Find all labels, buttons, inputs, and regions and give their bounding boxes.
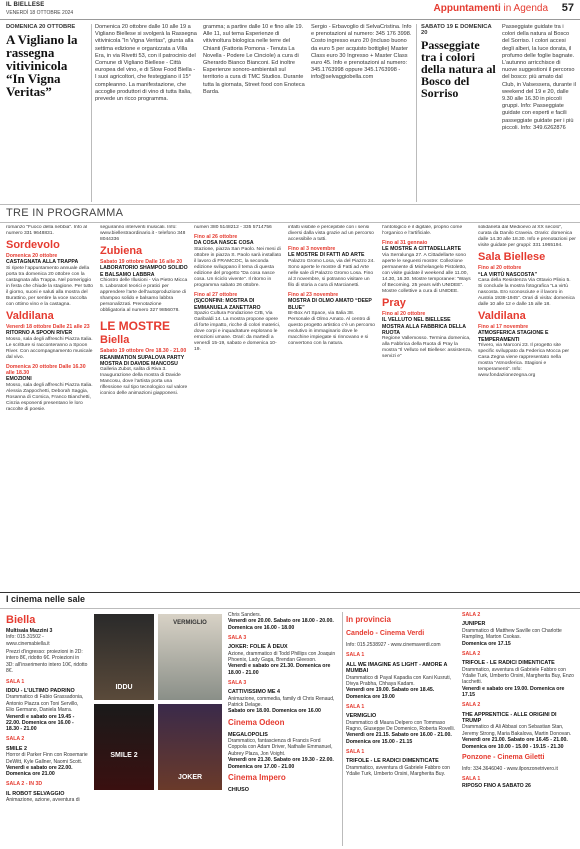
events-column	[478, 225, 576, 590]
cinema-info: Info: 334.3646040 - www.ilponzonetrivero.it	[462, 765, 558, 772]
film-title: IL ROBOT SELVAGGIO	[6, 790, 65, 797]
cinema-band	[0, 594, 580, 608]
cinema-status: CHIUSO	[228, 786, 249, 793]
event-title: LABORATORIO SHAMPOO SOLIDO E BALSAMO LABBRA	[100, 265, 188, 278]
film-times: RIPOSO FINO A SABATO 26	[462, 782, 531, 789]
film-description: Drammatico di Fabio Grassadonia, Antonio Piazza con Toni Servillo, Elio Germano, Daniela Marra.	[6, 694, 84, 714]
film-title: TRIFOLE - LE RADICI DIMENTICATE	[346, 758, 439, 765]
sala-label: SALA 1	[346, 703, 365, 710]
film-title: THE APPRENTICE - ALLE ORIGINI DI TRUMP	[462, 711, 557, 725]
event-date: Fino al 26 ottobre	[194, 234, 238, 241]
event-title: (S)CONFINI: MOSTRA DI EMMANUELA ZANETTARO	[194, 298, 261, 311]
poster-title: IDDU	[115, 684, 133, 691]
sala-label: SALA 2	[462, 612, 481, 618]
film-times: Venerdì e sabato ore 21.30. Domenica ore 18.00 - 21.00	[228, 663, 331, 676]
article-kicker: SABATO 19 E DOMENICA 20	[421, 24, 492, 36]
event-date: Fino al 3 novembre	[288, 246, 336, 253]
event-date: Domenica 20 ottobre Dalle 16.30 alle 18.30	[6, 364, 86, 377]
section-heading: LE MOSTRE	[100, 319, 171, 334]
town-heading: Sala Biellese	[478, 251, 546, 264]
event-date: Fino al 17 novembre	[478, 324, 529, 331]
cinema-title: I cinema nelle sale	[6, 594, 86, 604]
film-times: Venerdì ore 21.00. Sabato ore 16.45 - 21.00. Domenica ore 10.00 - 15.00 - 19.15 - 21.30	[462, 737, 568, 750]
film-title: JOKER: FOLIE À DEUX	[228, 644, 288, 651]
event-text: Mosso, sala degli affreschi Piazza Italia. Alessia Zappochetti, Deborah Saggia, Rosanna di Corsica, Franco Bianchetti, Cinzia esponenti presentano le loro raccolte di poesie.	[6, 382, 93, 413]
poster-title: VERMIGLIO	[173, 620, 207, 626]
poster-title: SMILE 2	[110, 752, 138, 759]
page-header	[0, 0, 580, 20]
sala-label: SALA 1	[6, 678, 25, 685]
poster-title: JOKER	[177, 774, 203, 781]
sala-label: SALA 2	[462, 702, 481, 709]
event-text: Galleria Zubot, salita di Riva 3. Inaugurazione della mostra di Davide Mancosu, dove l’artista porta una riflessione sul tipo tecnologico sul valore iconico delle animazioni giapponesi.	[100, 367, 188, 397]
event-title: ATMOSFERICA STAGIONE E TEMPERAMENTI	[478, 330, 549, 343]
event-text: solidarietà dal Medioevo al XX secolo”, curata da Danilo Craveia. Orario: domenica dalle 14.30 alle 18.30. Info e prenotazioni per visite guidate per gruppi: 331 1965194.	[478, 225, 576, 249]
event-title: DA COSA NASCE COSA	[194, 240, 254, 247]
event-text: Via Serralunga 27. A Cittadellarte sono aperte le seguenti mostre: Collezione permanente di Michelangelo Pistoletto, con visite guidate il weekend alle 11.00, 14.30, 16.30. Mostre temporanee: “Ways of Becoming. 25 years with UNIDEE”. Mostre collettive a cura di UNIDEE.	[382, 252, 471, 295]
cinema-name: Multisala Mazzini 3	[6, 628, 53, 634]
section-band	[0, 206, 580, 222]
sala-label: SALA 2	[6, 736, 25, 743]
sala-label: SALA 3	[228, 634, 247, 641]
film-times: Domenica ore 17.15	[462, 640, 511, 647]
divider	[416, 24, 417, 202]
article-text: Passeggiate guidate tra i colori della natura al Bosco del Sorriso. I colori accesi degli alberi, la luce dorata, il profumo delle foglie bagnate. L’autunno arricchisce di nuove suggestioni il percorso del bosco: più amato dal Club, in Valsessera, durante il weekend del 19 e 20, dalle 9.30 alle 16.30 in piccoli gruppi. Info: Passeggiate guidate con esperti e facili passeggiate guidate per i più piccoli. Info: 349.6262876	[502, 24, 576, 131]
sala-label: SALA 3	[228, 679, 247, 686]
film-times: Venerdì e sabato ore 19.00. Domenica ore 17.15	[462, 685, 565, 699]
town-heading: Sordevolo	[6, 239, 60, 252]
film-title: SMILE 2	[6, 745, 27, 752]
film-title: JUNIPER	[462, 621, 486, 628]
film-description: Drammatico di Matthew Saville con Charlotte Rampling, Marton Csokas.	[462, 627, 562, 641]
event-text: Palazzo Gromo Losa, via del Piazzo 24. Sono aperte le mostre di Fatti ad Arte nelle sale di Palazzo Gromo Losa. Fino al 3 novembre, si potranno visitare un filo di storia a cura di Marcianetti.	[288, 258, 375, 289]
film-title: MEGALOPOLIS	[228, 731, 268, 738]
event-title: LE MOSTRE A CITTADELLARTE	[382, 246, 462, 253]
event-text: Mosso, sala degli affreschi Piazza Italia. Le scritture si racconteranno a Spoon River. Con accompagnamento musicale dal vivo.	[6, 336, 93, 360]
sala-label: SALA 1	[346, 748, 365, 755]
sala-label: SALA 1	[462, 776, 481, 783]
film-description: Animazione, commedia, family di Chris Renaud, Patrick Delage.	[228, 695, 335, 709]
cinema-name: Cinema Odeon	[228, 717, 285, 727]
cinema-column	[228, 612, 338, 846]
event-title: MOSTRA DI OLMO AMATO “DEEP BLUE”	[288, 298, 372, 311]
film-description: Drammatico di Maura Delpero con Tommaso Ragno, Giuseppe De Domenico, Roberta Rovelli.	[346, 719, 455, 733]
event-date: Sabato 19 ottobre Dalle 16 alle 20	[100, 259, 183, 266]
film-times: Venerdì ore 21.30. Sabato ore 19.30 - 22.00. Domenica ore 17.00 - 21.00	[228, 757, 334, 770]
film-description: Drammatico di Payal Kapadia con Kani Kusruti, Divya Prabha, Chhaya Kadam.	[346, 674, 452, 688]
film-description: Drammatico, fantascienza di Francis Ford Coppola con Adam Driver, Nathalie Emmanuel, Aubrey Plaza, Jon Voight.	[228, 738, 333, 757]
event-date: Sabato 19 ottobre Ore 18.30 - 21.00	[100, 348, 187, 355]
film-description: Drammatico, avventura di Gabriele Fabbro con Ydalie Turk, Umberto Orsini, Margherita Buy, Enzo Iacchetti.	[462, 666, 574, 686]
event-text: numeri 380 5148212 - 335 5714756	[194, 225, 272, 230]
cinema-name: Ponzone - Cinema Giletti	[462, 753, 545, 761]
cinema-note: Prezzi d’ingresso: proiezioni in 2D: intero 8€, ridotto 6€. Proiezioni in 3D: all’inserimento intero 10€, ridotto 8€.	[6, 649, 88, 675]
event-text: Chiostro delle Illusioni - Via Pietro Micca 5. Laboratori teorici e pratici per apprendere l’arte dell’autoproduzione di shampoo solido e balsamo labbra personalizzati. Prenotazione obbligatoria al numero 327 9856078.	[100, 277, 188, 314]
event-text: l’antologico e il digitale, proprio come l’organico e l’artificiale.	[382, 225, 463, 237]
film-times: Venerdì ore 19.00. Sabato ore 18.45. Domenica ore 19.00	[346, 687, 435, 700]
event-text: Regione Vallemosso. Termina domenica, alla Fabbrica della Ruota di Pray la mostra “Il Velluto nel Biellese: assistenza, servizi e”	[382, 336, 472, 360]
town-heading: Biella	[6, 614, 36, 626]
film-title: IDDU - L’ULTIMO PADRINO	[6, 688, 75, 695]
film-times: Venerdì ore 20.00. Sabato ore 18.00 - 20.00. Domenica ore 16.00 - 18.00	[228, 618, 334, 631]
section-title: Appuntamenti in Agenda	[433, 3, 548, 14]
divider	[342, 612, 343, 846]
event-title: RITORNO A SPOON RIVER	[6, 330, 73, 337]
film-title: CATTIVISSIMO ME 4	[228, 689, 281, 696]
event-text: romanzo “Fuoco della nebbia”. Info al numero 331 9648831.	[6, 225, 88, 237]
cinema-column	[346, 612, 456, 846]
events-column	[288, 225, 376, 590]
event-date: Fino al 31 gennaio	[382, 240, 428, 247]
divider	[91, 24, 92, 202]
film-title: TRIFOLE - LE RADICI DIMENTICATE	[462, 660, 555, 667]
event-text: seguiranno interventi musicali. Info: www.biellestraordinario.it - telefono 348 8044336	[100, 225, 186, 243]
article-vigliano-headline	[6, 24, 88, 204]
section-heading: In provincia	[346, 615, 391, 624]
film-description: Azione, drammatico di Todd Phillips con Joaquin Phoenix, Lady Gaga, Brendan Gleeson.	[228, 650, 336, 664]
event-text: BI-Box Art Space, via Italia 38. Personale di Olmo Amato. Al centro di questo progetto artistico c’è un percorso evolutivo in immaginario dove le macchine impiegate si rinnovano e si convertono con la natura.	[288, 310, 375, 347]
event-text: Stazione, piazza San Paolo. Nei mesi di ottobre in piazza S. Paolo sarà installato il lavoro di FRAMCOC, la seconda edizione sviluppano il tema di questa edizione del progetto “Da cosa nasce cosa. Un riciclo vivente”. Il ritorno in programma sabato 26 ottobre.	[194, 246, 282, 289]
events-column	[382, 225, 472, 590]
article-text: Domenica 20 ottobre dalle 10 alle 19 a Vigliano Biellese si svolgerà la Rassegna vitivinicola “In Vigna Veritas”, giunta alla settima edizione e organizzata a Villa Era, in via Rivetti 53, con il patrocinio del Comune di Vigliano Biellese - Città europea del vino, e di Slow Food Biella - I suoi agricoltori, che festeggiano il 15° compleanno. La manifestazione, che accoglie produttori di vino di tutta Italia, prevede un ricco programma.	[95, 24, 197, 103]
cinema-name: Cinema Impero	[228, 772, 286, 782]
town-heading: Pray	[382, 297, 406, 310]
cinema-column	[6, 612, 88, 846]
publication-name: IL BIELLESE	[6, 2, 45, 8]
event-text: Spazio Cultura Fondazione CrB, Via Garibaldi 14. La mostra propone opere di forte impatto, ricche di colori materici, dove corpi e inquadrature esplorano le emozioni umane. Orari: da martedì a venerdì 15-19, sabato e domenica 10-19.	[194, 310, 281, 353]
cinema-info: Info: 015.2538927 - www.cinemaverdi.com	[346, 642, 441, 648]
events-column	[100, 225, 188, 590]
article-title: A Vigliano la rassegna vitivinicola “In Vigna Veritas”	[6, 32, 78, 99]
event-text: Casa della Resistenza Via Ottavio Plinio 5. Si conclude la mostra fotografica “La virtù nascosta. Ero sconosciute e il lavoro in Austria 1938-1945”. Orari di visita: domenica dalle 10 alle 12 e dalle 15 alle 18.	[478, 277, 575, 308]
event-title: EMOZIONI	[6, 376, 32, 383]
event-text: Si ripete l’appuntamento annuale della porta tra domenica 20 ottobre con la castagnata alla Trappa. Nel pomeriggio in festa che chiude la stagione. Per tutto il giorno, suoni e saluti alla mostra del Burattino, per sentire la voce raccolta con ottimo vino e la castagna.	[6, 265, 93, 308]
event-date: Fino al 23 novembre	[288, 292, 339, 299]
divider	[0, 592, 580, 593]
event-title: LE MOSTRE DI FATTI AD ARTE	[288, 252, 365, 259]
town-heading: Valdilana	[478, 310, 526, 323]
event-date: Fino al 20 ottobre	[478, 265, 522, 272]
article-text: Sergio - Erbavoglio di SelvaCristina. Info e prenotazioni al numero: 345 176 3998. Costo ingresso euro 20 (incluso buono da euro 5 per acquisto bottiglie) Master Class euro 30 Ingresso + Master Class euro 45. Info e prenotazioni al numero: 345.1763998 oppure 345.1763998 - info@selvaggiobella.com	[311, 24, 412, 81]
event-title: CASTAGNATA ALLA TRAPPA	[6, 259, 79, 266]
sala-label: SALA 2 - IN 3D	[6, 781, 43, 788]
film-description: Drammatico di Ali Abbasi con Sebastian Stan, Jeremy Strong, Maria Bakalova, Martin Donovan.	[462, 724, 572, 737]
poster-iddu	[94, 614, 154, 700]
film-times: Venerdì e sabato ore 22.00. Domenica ore 21.00	[6, 764, 73, 778]
film-description: Horror di Parker Finn con Rosemarie DeWitt, Kyle Gallner, Naomi Scott.	[6, 752, 88, 765]
event-title: IL VELLUTO NEL BIELLESE MOSTRA ALLA FABBRICA DELLA RUOTA	[382, 317, 466, 336]
film-times: Sabato ore 18.00. Domenica ore 16.00	[228, 708, 321, 715]
page-number: 57	[561, 2, 574, 14]
film-description: Animazione, azione, avventura di	[6, 797, 80, 804]
film-times: Venerdì ore 21.15. Sabato ore 16.00 - 21.00. Domenica ore 15.00 - 21.15	[346, 732, 452, 745]
article-title: Passeggiate tra i colori della natura al Bosco del Sorriso	[421, 38, 496, 100]
poster-smile	[94, 704, 154, 790]
cinema-name: Candelo - Cinema Verdi	[346, 630, 425, 637]
events-column	[194, 225, 282, 590]
band-title: TRE IN PROGRAMMA	[6, 207, 124, 219]
town-heading: Valdilana	[6, 310, 54, 323]
sala-label: SALA 2	[462, 650, 481, 657]
article-text: gramma; a partire dalle 10 e fino alle 19. Alle 11, sul tema Esperienze di vitivinoltura biologica nelle terre del Chianti (Fattoria Pomona - Tenuta La Novella - Podere Le Cinciole) a cura di Gherardo Bianco Bianconi. Ed inoltre Esperienze sonoro-ambientali sul territorio a cura di TMC Studios. Durante tutta la giornata, Street food con Enoteca Barda.	[203, 24, 305, 95]
sala-label: SALA 1	[346, 652, 365, 659]
town-heading: Biella	[100, 334, 130, 347]
event-text: Trivero, via Marconi 23. Il progetto site specific sviluppato da Federica Mocca per Casa Zegna viene rappresentato nella mostra “Atmosferica. Stagioni e temperamenti”. Info: www.fondazionezegna.org	[478, 342, 570, 379]
town-heading: Zubiena	[100, 245, 143, 258]
film-times: Venerdì e sabato ore 19.45 - 22.00. Domenica ore 16.00 - 18.30 - 21.00	[6, 713, 75, 733]
film-title: VERMIGLIO	[346, 713, 377, 720]
event-date: Fino al 27 ottobre	[194, 292, 238, 299]
events-column	[6, 225, 94, 590]
film-title: ALL WE IMAGINE AS LIGHT - AMORE A MUMBAI	[346, 661, 448, 675]
publication-date: VENERDÌ 18 OTTOBRE 2024	[6, 10, 74, 16]
event-date: Venerdì 18 ottobre Dalle 21 alle 23	[6, 324, 90, 331]
film-description: Drammatico, avventura di Gabriele Fabbro con Ydalie Turk, Umberto Orsini, Margherita Buy.	[346, 764, 450, 778]
poster-vermiglio	[158, 614, 222, 700]
cinema-info: Info: 015.31502 - www.cinemabiella.it	[6, 634, 50, 647]
poster-joker	[158, 704, 222, 790]
event-text: infatti visibile e percepibile con i sensi diversi dalla vista grazie ad un percorso accessibile a tutti.	[288, 225, 374, 243]
article-bosco-headline	[421, 24, 497, 202]
film-description: Chris Sanders.	[228, 612, 262, 618]
event-title: “LA VIRTÙ NASCOSTA”	[478, 271, 538, 278]
article-kicker: DOMENICA 20 OTTOBRE	[6, 24, 76, 30]
event-title: REANIMATION SUPALOVA PARTY MOSTRA DI DAVIDE MANCOSU	[100, 354, 185, 367]
cinema-column	[462, 612, 576, 846]
divider	[0, 222, 580, 223]
event-date: Fino al 20 ottobre	[382, 311, 426, 318]
divider	[0, 204, 580, 205]
divider	[0, 608, 580, 609]
event-date: Domenica 20 ottobre	[6, 253, 58, 260]
